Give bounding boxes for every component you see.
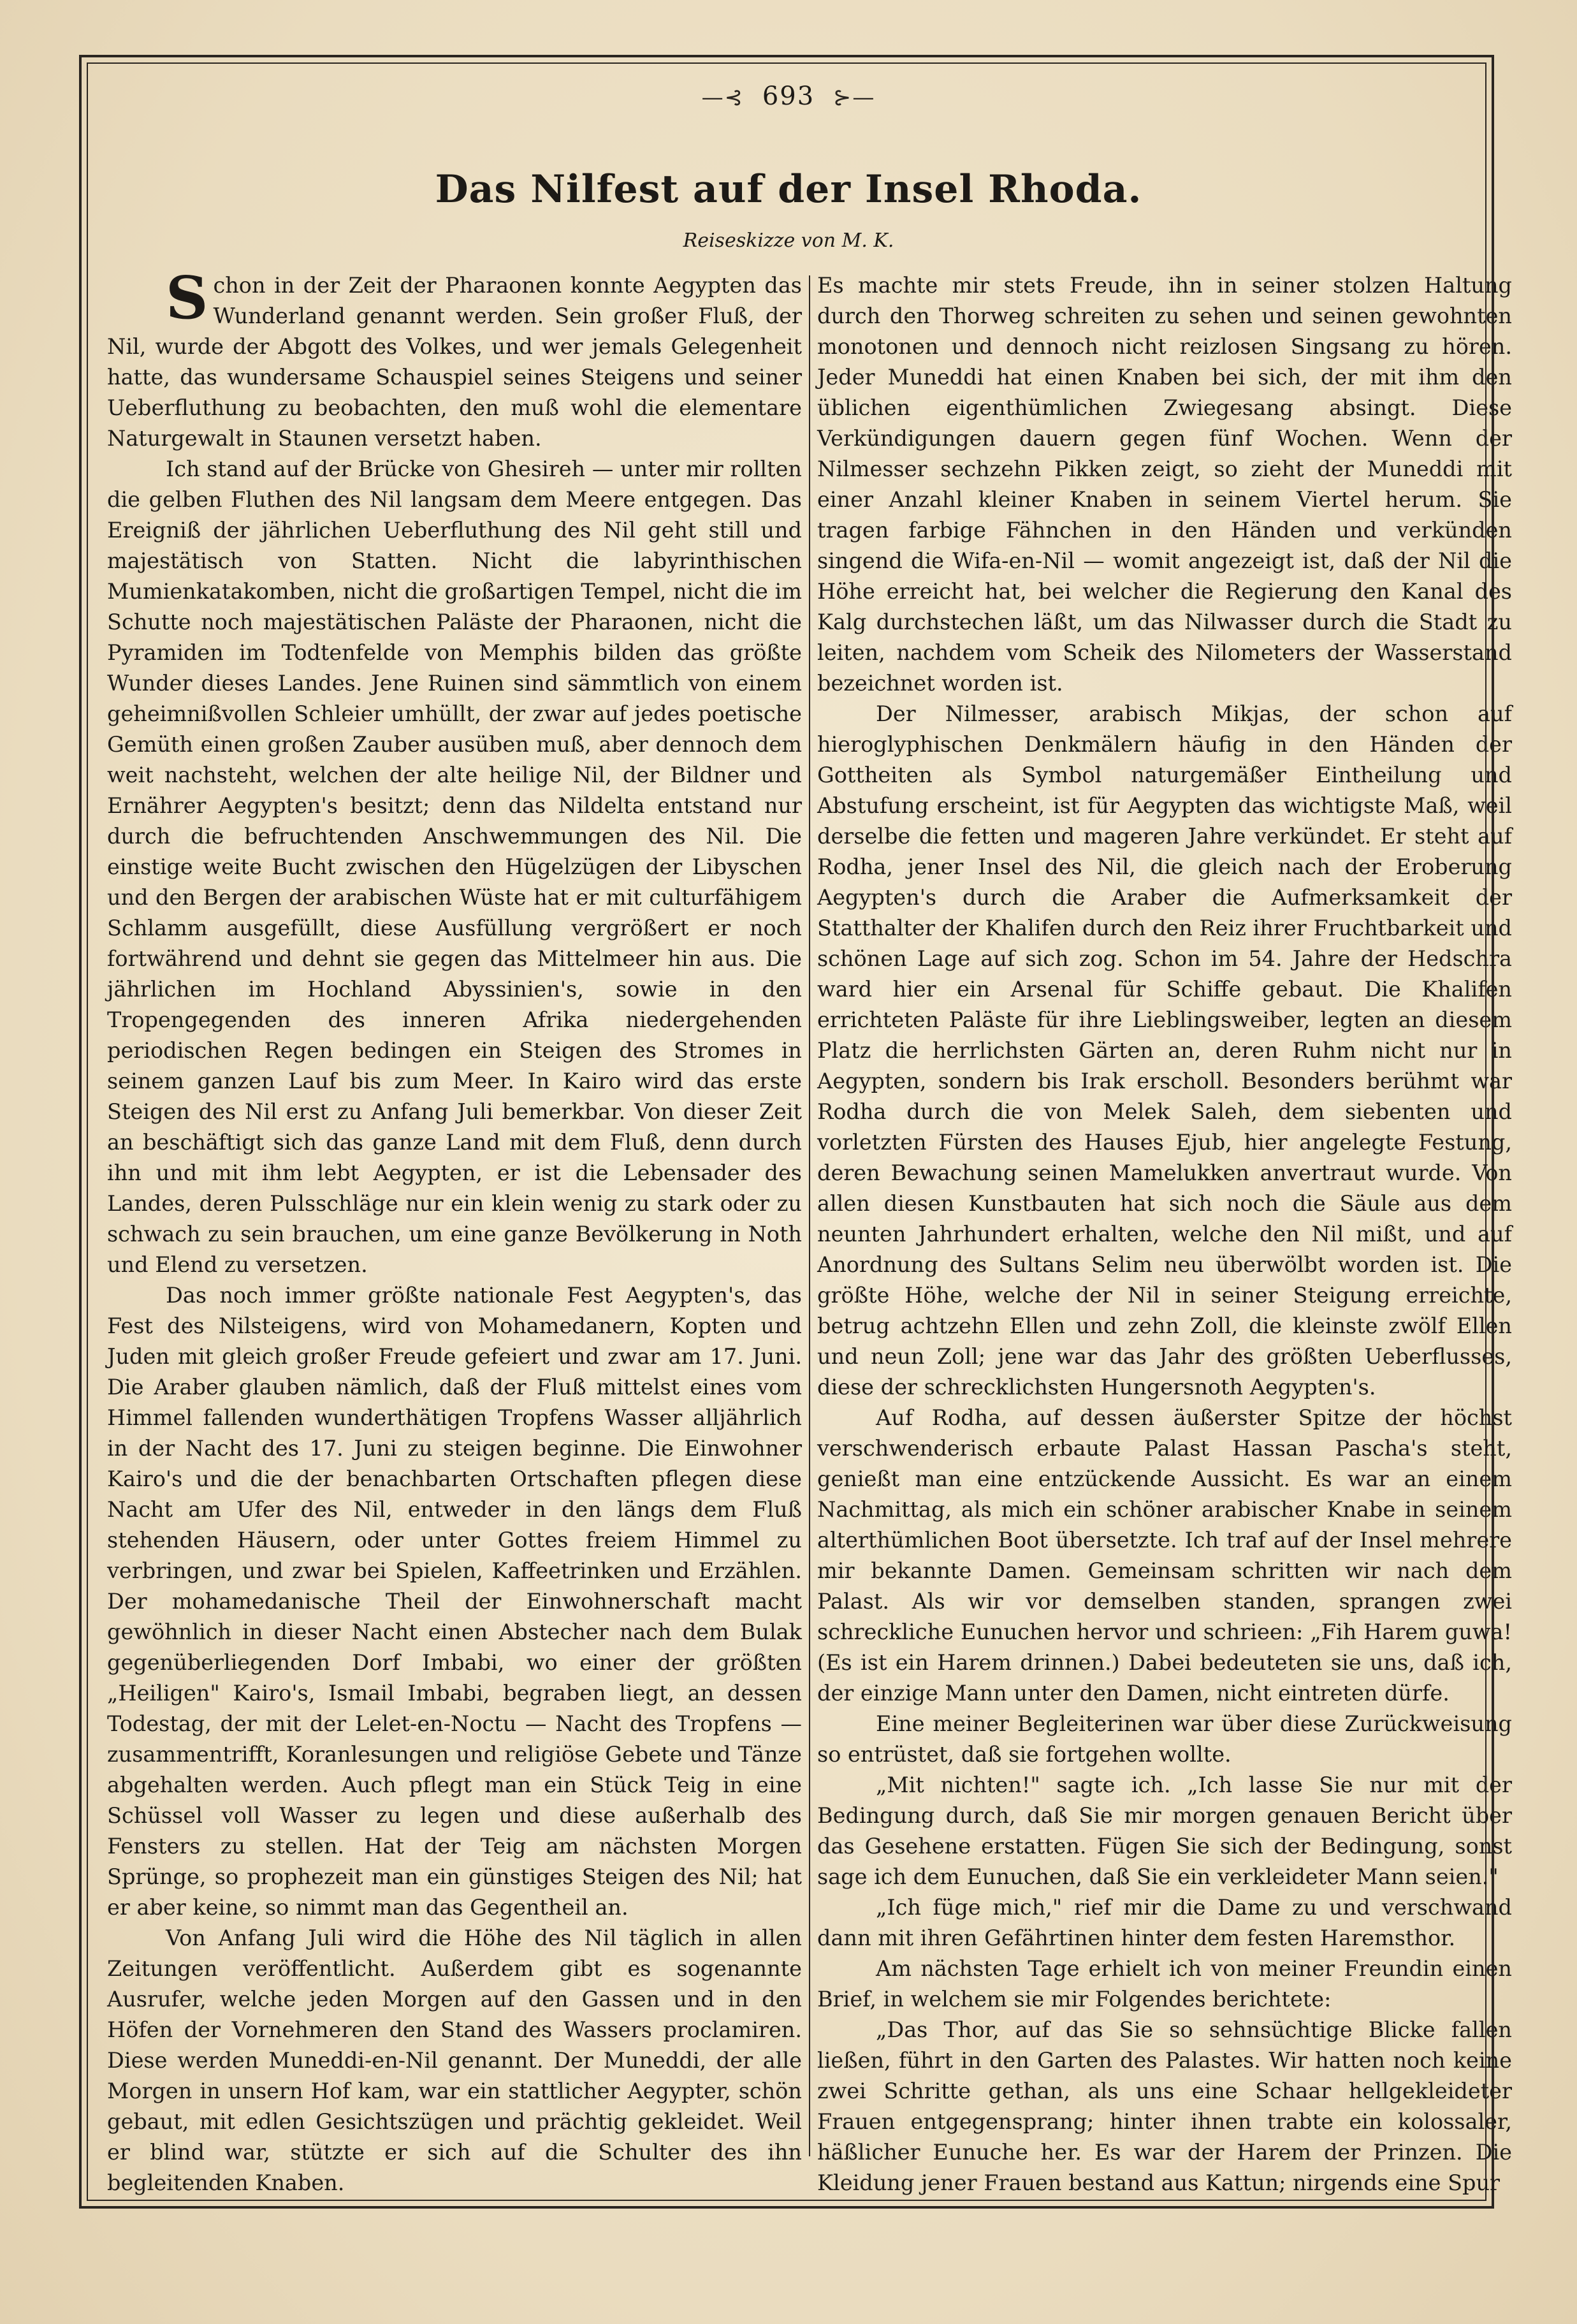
paragraph-text: chon in der Zeit der Pharaonen konnte Aegypten das Wunderland genannt werden. Sein großer Fluß, der Nil, wurde der Abgott des Volkes, und wer jemals Gelegenheit hatte, das wundersame Schauspiel seines Steigens und seiner Ueberfluthung zu beobachten, den muß wohl die elementare Naturgewalt in Staunen versetzt haben.	[107, 273, 802, 451]
column-divider	[809, 275, 810, 2156]
ornament-left: —⊰	[701, 85, 745, 110]
page-number-header	[0, 82, 1577, 111]
paragraph: Von Anfang Juli wird die Höhe des Nil täglich in allen Zeitungen veröffentlicht. Außerdem gibt es sogenannte Ausrufer, welche jeden Morgen auf den Gassen und in den Höfen der Vornehmeren den Stand des Wassers proclamiren. Diese werden Muneddi-en-Nil genannt. Der Muneddi, der alle Morgen in unsern Hof kam, war ein stattlicher Aegypter, schön gebaut, mit edlen Gesichtszügen und prächtig gekleidet. Weil er blind war, stützte er sich auf die Schulter des ihn begleitenden Knaben.	[107, 1926, 802, 2195]
paragraph	[107, 263, 802, 454]
ornament-right: ⊱—	[832, 85, 876, 110]
paragraph: Auf Rodha, auf dessen äußerster Spitze der höchst verschwenderisch erbaute Palast Hassan Pascha's steht, genießt man eine entzückende Aussicht. Es war an einem Nachmittag, als mich ein schöner arabischer Knabe in seinem alterthümlichen Boot übersetzte. Ich traf auf der Insel mehrere mir bekannte Damen. Gemeinsam schritten wir nach dem Palast. Als wir vor demselben standen, sprangen zwei schreckliche Eunuchen hervor und schrieen: „Fih Harem guwa! (Es ist ein Harem drinnen.) Dabei bedeuteten sie uns, daß ich, der einzige Mann unter den Damen, nicht eintreten dürfe.	[817, 1405, 1512, 1706]
paragraph: Eine meiner Begleiterinen war über diese Zurückweisung so entrüstet, daß sie fortgehen wollte.	[817, 1711, 1512, 1767]
page-number: 693	[762, 82, 815, 111]
article-subtitle: Reiseskizze von M. K.	[683, 230, 894, 252]
left-column	[107, 263, 802, 2198]
paragraph: „Mit nichten!" sagte ich. „Ich lasse Sie nur mit der Bedingung durch, daß Sie mir morgen genauen Bericht über das Gesehene erstatten. Fügen Sie sich der Bedingung, sonst sage ich dem Eunuchen, daß Sie ein verkleideter Mann seien."	[817, 1772, 1512, 1889]
paragraph: Es machte mir stets Freude, ihn in seiner stolzen Haltung durch den Thorweg schreiten zu sehen und seinen gewohnten monotonen und dennoch nicht reizlosen Singsang zu hören. Jeder Muneddi hat einen Knaben bei sich, der mit ihm den üblichen eigenthümlichen Zwiegesang absingt. Diese Verkündigungen dauern gegen fünf Wochen. Wenn der Nilmesser sechzehn Pikken zeigt, so zieht der Muneddi mit einer Anzahl kleiner Knaben in seinem Viertel herum. Sie tragen farbige Fähnchen in den Händen und verkünden singend die Wifa-en-Nil — womit angezeigt ist, daß der Nil die Höhe erreicht hat, bei welcher die Regierung den Kanal des Kalg durchstechen läßt, um das Nilwasser durch die Stadt zu leiten, nachdem vom Scheik des Nilometers der Wasserstand bezeichnet worden ist.	[817, 273, 1512, 696]
right-column	[817, 270, 1512, 2198]
paragraph: Ich stand auf der Brücke von Ghesireh — unter mir rollten die gelben Fluthen des Nil langsam dem Meere entgegen. Das Ereigniß der jährlichen Ueberfluthung des Nil geht still und majestätisch von Statten. Nicht die labyrinthischen Mumienkatakomben, nicht die großartigen Tempel, nicht die im Schutte noch majestätischen Paläste der Pharaonen, nicht die Pyramiden im Todtenfelde von Memphis bilden das größte Wunder dieses Landes. Jene Ruinen sind sämmtlich von einem geheimnißvollen Schleier umhüllt, der zwar auf jedes poetische Gemüth einen großen Zauber ausüben muß, aber dennoch dem weit nachsteht, welchen der alte heilige Nil, der Bildner und Ernährer Aegypten's besitzt; denn das Nildelta entstand nur durch die befruchtenden Anschwemmungen des Nil. Die einstige weite Bucht zwischen den Hügelzügen der Libyschen und den Bergen der arabischen Wüste hat er mit culturfähigem Schlamm ausgefüllt, diese Ausfüllung vergrößert er noch fortwährend und dehnt sie gegen das Mittelmeer hin aus. Die jährlichen im Hochland Abyssinien's, sowie in den Tropengegenden des inneren Afrika niedergehenden periodischen Regen bedingen ein Steigen des Stromes in seinem ganzen Lauf bis zum Meer. In Kairo wird das erste Steigen des Nil erst zu Anfang Juli bemerkbar. Von dieser Zeit an beschäftigt sich das ganze Land mit dem Fluß, denn durch ihn und mit ihm lebt Aegypten, er ist die Lebensader des Landes, deren Pulsschläge nur ein klein wenig zu stark oder zu schwach zu sein brauchen, um eine ganze Bevölkerung in Noth und Elend zu versetzen.	[107, 457, 802, 1277]
drop-cap: S	[166, 263, 208, 332]
paragraph: „Ich füge mich," rief mir die Dame zu und verschwand dann mit ihren Gefährtinen hinter dem festen Haremsthor.	[817, 1895, 1512, 1950]
paragraph: Am nächsten Tage erhielt ich von meiner Freundin einen Brief, in welchem sie mir Folgendes berichtete:	[817, 1956, 1512, 2012]
paragraph: Das noch immer größte nationale Fest Aegypten's, das Fest des Nilsteigens, wird von Mohamedanern, Kopten und Juden mit gleich großer Freude gefeiert und zwar am 17. Juni. Die Araber glauben nämlich, daß der Fluß mittelst eines vom Himmel fallenden wunderthätigen Tropfens Wasser alljährlich in der Nacht des 17. Juni zu steigen beginne. Die Einwohner Kairo's und die der benachbarten Ortschaften pflegen diese Nacht am Ufer des Nil, entweder in den längs dem Fluß stehenden Häusern, oder unter Gottes freiem Himmel zu verbringen, und zwar bei Spielen, Kaffeetrinken und Erzählen. Der mohamedanische Theil der Einwohnerschaft macht gewöhnlich in dieser Nacht einen Abstecher nach dem Bulak gegenüberliegenden Dorf Imbabi, wo einer der größten „Heiligen" Kairo's, Ismail Imbabi, begraben liegt, an dessen Todestag, der mit der Lelet-en-Noctu — Nacht des Tropfens — zusammentrifft, Koranlesungen und religiöse Gebete und Tänze abgehalten werden. Auch pflegt man ein Stück Teig in eine Schüssel voll Wasser zu legen und diese außerhalb des Fensters zu stellen. Hat der Teig am nächsten Morgen Sprünge, so prophezeit man ein günstiges Steigen des Nil; hat er aber keine, so nimmt man das Gegentheil an.	[107, 1283, 802, 1920]
article-title: Das Nilfest auf der Insel Rhoda.	[435, 167, 1142, 212]
paragraph: „Das Thor, auf das Sie so sehnsüchtige Blicke fallen ließen, führt in den Garten des Palastes. Wir hatten noch keine zwei Schritte gethan, als uns eine Schaar hellgekleideter Frauen entgegensprang; hinter ihnen trabte ein kolossaler, häßlicher Eunuche her. Es war der Harem der Prinzen. Die Kleidung jener Frauen bestand aus Kattun; nirgends eine Spur	[817, 2017, 1512, 2195]
paragraph: Der Nilmesser, arabisch Mikjas, der schon auf hieroglyphischen Denkmälern häufig in den Händen der Gottheiten als Symbol naturgemäßer Eintheilung und Abstufung erscheint, ist für Aegypten das wichtigste Maß, weil derselbe die fetten und mageren Jahre verkündet. Er steht auf Rodha, jener Insel des Nil, die gleich nach der Eroberung Aegypten's durch die Araber die Aufmerksamkeit der Statthalter der Khalifen durch den Reiz ihrer Fruchtbarkeit und schönen Lage auf sich zog. Schon im 54. Jahre der Hedschra ward hier ein Arsenal für Schiffe gebaut. Die Khalifen errichteten Paläste für ihre Lieblingsweiber, legten an diesem Platz die herrlichsten Gärten an, deren Ruhm nicht nur in Aegypten, sondern bis Irak erscholl. Besonders berühmt war Rodha durch die von Melek Saleh, dem siebenten und vorletzten Fürsten des Hauses Ejub, hier angelegte Festung, deren Bewachung seinen Mamelukken anvertraut wurde. Von allen diesen Kunstbauten hat sich noch die Säule aus dem neunten Jahrhundert erhalten, welche den Nil mißt, und auf Anordnung des Sultans Selim neu überwölbt worden ist. Die größte Höhe, welche der Nil in seiner Steigung erreichte, betrug achtzehn Ellen und zehn Zoll, die kleinste zwölf Ellen und neun Zoll; jene war das Jahr des größten Ueberflusses, diese der schrecklichsten Hungersnoth Aegypten's.	[817, 701, 1512, 1400]
